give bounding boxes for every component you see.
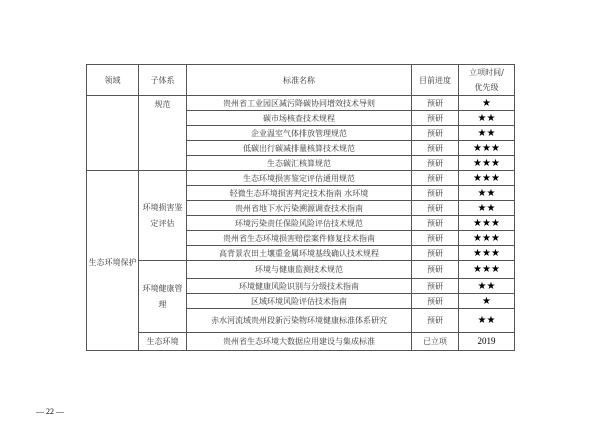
header-priority-line1: 立项时间/ bbox=[469, 68, 504, 77]
priority: ★★★ bbox=[459, 261, 515, 279]
standard-name: 贵州省工业园区减污降碳协同增效技术导则 bbox=[187, 96, 412, 111]
table-row bbox=[87, 96, 515, 111]
progress: 预研 bbox=[412, 294, 459, 309]
priority: ★★★ bbox=[459, 171, 515, 186]
header-domain: 领域 bbox=[87, 65, 139, 96]
priority: ★★ bbox=[459, 186, 515, 201]
standard-name: 碳市场核查技术规程 bbox=[187, 111, 412, 126]
progress: 预研 bbox=[412, 156, 459, 171]
progress: 预研 bbox=[412, 96, 459, 111]
header-subsystem: 子体系 bbox=[139, 65, 187, 96]
progress: 预研 bbox=[412, 231, 459, 246]
progress: 预研 bbox=[412, 126, 459, 141]
progress: 预研 bbox=[412, 201, 459, 216]
page-number: — 22 — bbox=[36, 407, 64, 416]
standard-name: 环境与健康监测技术规范 bbox=[187, 261, 412, 279]
standard-name: 贵州省地下水污染溯源调查技术指南 bbox=[187, 201, 412, 216]
priority: ★ bbox=[459, 294, 515, 309]
subsystem-cell: 环境损害鉴定评估 bbox=[139, 171, 187, 261]
table-header-row bbox=[87, 65, 515, 96]
progress: 预研 bbox=[412, 261, 459, 279]
progress: 预研 bbox=[412, 309, 459, 333]
priority: ★★ bbox=[459, 111, 515, 126]
standard-name: 生态环境损害鉴定评估通用规范 bbox=[187, 171, 412, 186]
priority: ★★★ bbox=[459, 156, 515, 171]
domain-cell: 生态环境保护 bbox=[87, 171, 139, 351]
subsystem-cell: 环境健康管理 bbox=[139, 261, 187, 333]
header-priority bbox=[459, 65, 515, 96]
standard-name: 生态碳汇核算规范 bbox=[187, 156, 412, 171]
subsystem-cell: 生态环境 bbox=[139, 333, 187, 351]
progress: 预研 bbox=[412, 141, 459, 156]
progress: 已立项 bbox=[412, 333, 459, 351]
priority: ★★ bbox=[459, 309, 515, 333]
table-row bbox=[87, 261, 515, 279]
progress: 预研 bbox=[412, 279, 459, 294]
standards-table bbox=[86, 64, 515, 351]
priority: ★★ bbox=[459, 201, 515, 216]
priority: ★★★ bbox=[459, 216, 515, 231]
table-row bbox=[87, 333, 515, 351]
priority: ★★★ bbox=[459, 231, 515, 246]
header-standard-name: 标准名称 bbox=[187, 65, 412, 96]
progress: 预研 bbox=[412, 246, 459, 261]
standard-name: 环境污染责任保险风险评估技术规范 bbox=[187, 216, 412, 231]
priority: ★★ bbox=[459, 126, 515, 141]
table-row bbox=[87, 171, 515, 186]
priority: ★★★ bbox=[459, 246, 515, 261]
progress: 预研 bbox=[412, 216, 459, 231]
standard-name: 赤水河流域贵州段新污染物环境健康标准体系研究 bbox=[187, 309, 412, 333]
header-progress: 目前进度 bbox=[412, 65, 459, 96]
progress: 预研 bbox=[412, 186, 459, 201]
priority: ★★ bbox=[459, 279, 515, 294]
standard-name: 贵州省生态环境大数据应用建设与集成标准 bbox=[187, 333, 412, 351]
subsystem-cell: 规范 bbox=[139, 96, 187, 171]
standard-name: 低碳出行碳减排量核算技术规范 bbox=[187, 141, 412, 156]
header-priority-line2: 优先级 bbox=[474, 83, 499, 92]
standard-name: 环境健康风险识别与分级技术指南 bbox=[187, 279, 412, 294]
priority: 2019 bbox=[459, 333, 515, 351]
standard-name: 轻微生态环境损害判定技术指南 水环境 bbox=[187, 186, 412, 201]
standard-name: 高背景农田土壤重金属环境基线确认技术规程 bbox=[187, 246, 412, 261]
progress: 预研 bbox=[412, 171, 459, 186]
priority: ★ bbox=[459, 96, 515, 111]
priority: ★★★ bbox=[459, 141, 515, 156]
domain-cell-empty bbox=[87, 96, 139, 171]
standard-name: 区域环境风险评估技术指南 bbox=[187, 294, 412, 309]
standard-name: 贵州省生态环境损害赔偿案件修复技术指南 bbox=[187, 231, 412, 246]
standard-name: 企业温室气体排放管理规范 bbox=[187, 126, 412, 141]
progress: 预研 bbox=[412, 111, 459, 126]
